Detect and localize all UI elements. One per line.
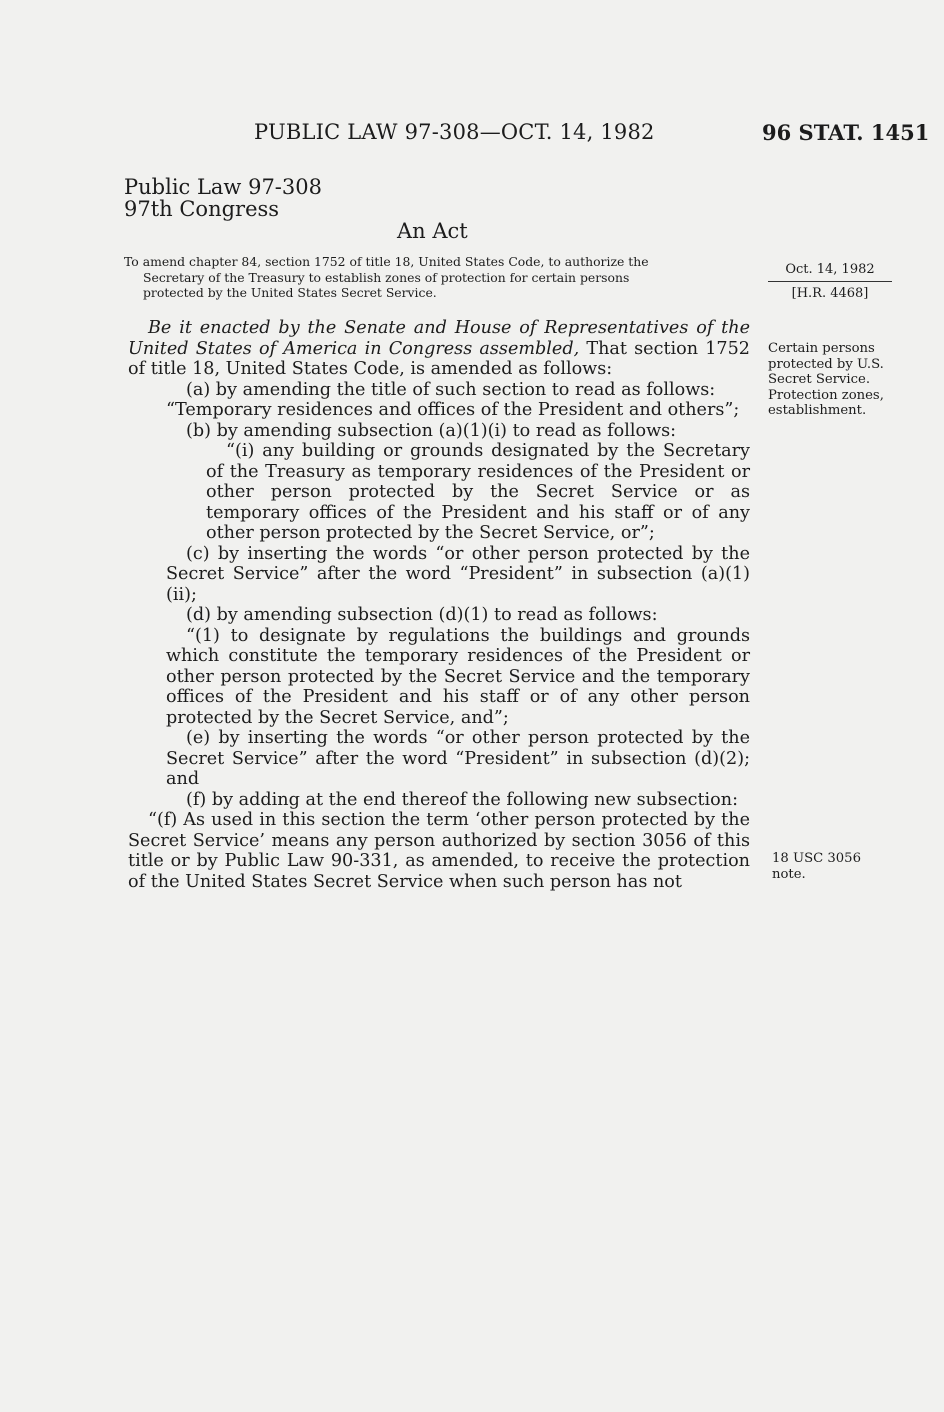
amendment-c: (c) by inserting the words “or other person protected by the Secret Service” after the word “President” in subsection (a)(1)(ii); (166, 543, 750, 605)
amendment-b: (b) by amending subsection (a)(1)(i) to read as follows: (186, 420, 677, 441)
margin-note-line: establishment. (768, 403, 867, 418)
margin-note-line: note. (772, 866, 806, 882)
margin-note-protection-zones (768, 341, 898, 419)
bill-number: [H.R. 4468] (791, 286, 869, 301)
purpose-clause (124, 254, 750, 301)
amendment-e: (e) by inserting the words “or other person protected by the Secret Service” after the word “President” in subsection (d)(2); and (166, 728, 750, 789)
amendment-a: (a) by amending the title of such section to read as follows: (186, 379, 716, 400)
running-header: PUBLIC LAW 97-308—OCT. 14, 1982 (254, 120, 655, 144)
margin-note-line: protected by U.S. (768, 356, 884, 372)
statute-body (128, 318, 750, 892)
amendment-f: (f) by adding at the end thereof the following new subsection: (186, 789, 739, 810)
purpose-line-2: Secretary of the Treasury to establish zones of protection for certain persons (143, 269, 630, 285)
enacting-clause (128, 318, 750, 380)
margin-note-line: 18 USC 3056 (772, 851, 861, 866)
margin-note-usc-reference (772, 851, 882, 882)
sidebar-divider (768, 281, 892, 282)
enactment-date: Oct. 14, 1982 (785, 262, 875, 277)
margin-note-line: Secret Service. (768, 372, 871, 387)
congress-number: 97th Congress (124, 197, 280, 221)
purpose-line-3: protected by the United States Secret Service. (143, 285, 437, 300)
amendment-a-quote: “Temporary residences and offices of the President and others”; (166, 400, 740, 420)
statute-page-number: 96 STAT. 1451 (762, 120, 930, 145)
public-law-number: Public Law 97-308 (124, 175, 322, 199)
margin-note-line: Certain persons (768, 341, 875, 356)
purpose-line-1: To amend chapter 84, section 1752 of title 18, United States Code, to authorize the (124, 254, 649, 269)
amendment-b-quote: “(i) any building or grounds designated by the Secretary of the Treasury as temporary residences of the President or other person protected by the Secret Service or as temporary offices of the President and his staff or of any other person protected by the Secret Service, or”; (206, 441, 750, 543)
enacting-clause-rest: That section 1752 of title 18, United States Code, is amended as follows: (128, 338, 751, 379)
margin-note-line: Protection zones, (768, 387, 884, 403)
amendment-f-quote: “(f) As used in this section the term ‘other person protected by the Secret Service’ means any person authorized by section 3056 of this title or by Public Law 90-331, as amended, to receive the protection of the United States Secret Service when such person has not (128, 810, 750, 892)
act-title: An Act (397, 219, 468, 243)
amendment-d-quote: “(1) to designate by regulations the buildings and grounds which constitute the temporary residences of the President or other person protected by the Secret Service and the temporary offices of the President and his staff or of any other person protected by the Secret Service, and”; (166, 625, 750, 728)
enacting-clause-italic: Be it enacted by the Senate and House of Representatives of the United States of America in Congress assembled, (128, 318, 750, 359)
amendment-d: (d) by amending subsection (d)(1) to read as follows: (186, 605, 658, 625)
